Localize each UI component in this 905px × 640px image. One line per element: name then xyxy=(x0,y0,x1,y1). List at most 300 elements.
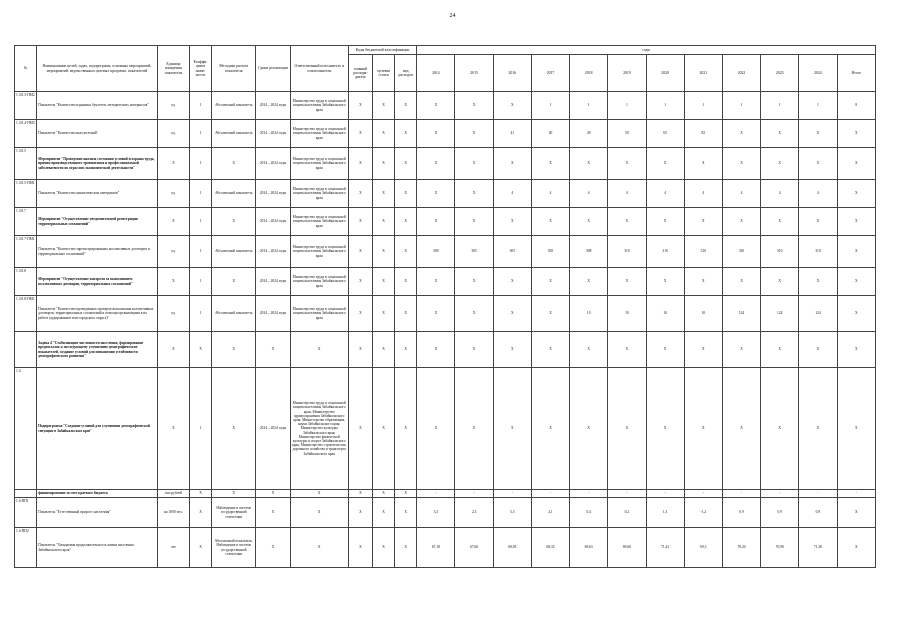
cell-terms: 2014 – 2024 годы xyxy=(256,120,290,148)
cell-coef: 1 xyxy=(189,92,211,120)
header-unit: Единица измерения показателя xyxy=(157,46,189,92)
cell-value: 308 xyxy=(570,236,608,268)
cell-value: X xyxy=(722,120,760,148)
cell-terms: X xyxy=(256,332,290,368)
cell-executor: Министерство труда и социальной защиты населения Забайкальского края xyxy=(290,296,348,332)
cell-executor: X xyxy=(290,490,348,498)
cell-value: X xyxy=(837,498,875,528)
header-name: Наименование целей, задач, подпрограмм, основных мероприятий, мероприятий, ведомственных целевых программ, показателей xyxy=(37,46,158,92)
cell-value: X xyxy=(799,120,837,148)
cell-value: X xyxy=(761,120,799,148)
cell-value: 10 xyxy=(570,296,608,332)
cell-value: 71,41 xyxy=(646,528,684,568)
cell-value: X xyxy=(531,296,569,332)
header-method: Методика расчета показателя xyxy=(212,46,256,92)
header-year: 2018 xyxy=(570,55,608,92)
cell-value: 4 xyxy=(531,180,569,208)
cell-value: X xyxy=(455,268,493,296)
cell-code: X xyxy=(373,148,395,180)
cell-executor: X xyxy=(290,332,348,368)
cell-value: 69,63 xyxy=(570,528,608,568)
cell-code: X xyxy=(373,92,395,120)
cell-coef: 1 xyxy=(189,148,211,180)
cell-num: 1.3.8.7 xyxy=(15,208,37,236)
cell-value: 2,3 xyxy=(455,498,493,528)
cell-code: X xyxy=(348,120,372,148)
cell-executor: Министерство труда и социальной защиты населения Забайкальского края xyxy=(290,92,348,120)
cell-value: X xyxy=(570,368,608,490)
cell-name: Мероприятие "Осуществление контроля за выполнением коллективных договоров, территориальных соглашений" xyxy=(37,268,158,296)
cell-num: 1.3.8.8 xyxy=(15,268,37,296)
cell-code: X xyxy=(348,208,372,236)
cell-value: X xyxy=(417,268,455,296)
cell-value: X xyxy=(799,208,837,236)
cell-code: X xyxy=(395,498,417,528)
cell-code: X xyxy=(373,332,395,368)
table-row xyxy=(15,120,876,148)
cell-value: X xyxy=(684,332,722,368)
cell-coef: X xyxy=(189,332,211,368)
cell-code: X xyxy=(348,92,372,120)
cell-executor: Министерство труда и социальной защиты населения Забайкальского края xyxy=(290,268,348,296)
cell-name: Мероприятие "Осуществление уведомительной регистрации территориальных соглашений" xyxy=(37,208,158,236)
cell-value: 68,93 xyxy=(493,528,531,568)
cell-value: 305 xyxy=(455,236,493,268)
cell-coef: 1 xyxy=(189,268,211,296)
cell-value: 310 xyxy=(608,236,646,268)
header-executor: Ответственный исполнитель и соисполнители xyxy=(290,46,348,92)
cell-value: X xyxy=(570,332,608,368)
table-row xyxy=(15,268,876,296)
cell-value: - xyxy=(684,490,722,498)
cell-value: - xyxy=(608,490,646,498)
cell-code: X xyxy=(373,208,395,236)
cell-method: X xyxy=(212,332,256,368)
cell-value: X xyxy=(684,208,722,236)
cell-value: X xyxy=(455,208,493,236)
cell-executor: Министерство труда и социальной защиты населения Забайкальского края; Министерство здравоохранения Забайкальского края; Министерство образования, науки Забайкальского края; Министерство культуры Забайкальского края; Министерство физической культуры и спорта Забайкальского края; Министерство строительства, дорожного хозяйства и транспорта Забайкальского края xyxy=(290,368,348,490)
header-year: 2024 xyxy=(799,55,837,92)
cell-coef: 1 xyxy=(189,236,211,268)
cell-code: X xyxy=(348,180,372,208)
cell-coef: 1 xyxy=(189,368,211,490)
cell-value: X xyxy=(455,148,493,180)
cell-value: X xyxy=(493,92,531,120)
cell-code: X xyxy=(395,120,417,148)
cell-value: X xyxy=(417,120,455,148)
cell-num: 1.3.8.5-ПМ1 xyxy=(15,180,37,208)
table-row xyxy=(15,498,876,528)
cell-value: 124 xyxy=(799,296,837,332)
cell-unit: ед. xyxy=(157,120,189,148)
cell-unit: X xyxy=(157,368,189,490)
cell-value: 3,3 xyxy=(417,498,455,528)
cell-name: Показатель "Естественный прирост населения" xyxy=(37,498,158,528)
cell-unit: ед. xyxy=(157,180,189,208)
cell-value: X xyxy=(646,208,684,236)
header-year: 2023 xyxy=(761,55,799,92)
cell-num: 1.4-ПП2 xyxy=(15,528,37,568)
cell-value: X xyxy=(531,208,569,236)
cell-value: 71,30 xyxy=(799,528,837,568)
cell-value: X xyxy=(837,268,875,296)
cell-value: X xyxy=(722,148,760,180)
header-year: 2015 xyxy=(455,55,493,92)
cell-value: 40 xyxy=(531,120,569,148)
cell-num: 1.4 xyxy=(15,368,37,490)
cell-name: финансирование за счет краевого бюджета xyxy=(37,490,158,498)
cell-value: X xyxy=(684,268,722,296)
cell-value: X xyxy=(531,368,569,490)
cell-code: X xyxy=(395,268,417,296)
table-row xyxy=(15,296,876,332)
cell-value: X xyxy=(684,368,722,490)
cell-value: X xyxy=(761,332,799,368)
cell-value: X xyxy=(493,148,531,180)
cell-code: X xyxy=(373,368,395,490)
cell-code: X xyxy=(373,498,395,528)
cell-value: - xyxy=(837,490,875,498)
cell-unit: на 1000 чел. xyxy=(157,498,189,528)
cell-value: X xyxy=(761,268,799,296)
cell-value: 310 xyxy=(761,236,799,268)
cell-value: X xyxy=(417,332,455,368)
cell-value: 1 xyxy=(608,92,646,120)
table-row xyxy=(15,332,876,368)
cell-num xyxy=(15,490,37,498)
cell-value: X xyxy=(837,120,875,148)
cell-value: X xyxy=(646,148,684,180)
cell-value: X xyxy=(608,268,646,296)
cell-value: 1 xyxy=(761,92,799,120)
cell-num: 1.3.8.7-ПМ1 xyxy=(15,236,37,268)
cell-value: X xyxy=(455,92,493,120)
table-row xyxy=(15,236,876,268)
cell-value: 10 xyxy=(608,296,646,332)
cell-value: 1,3 xyxy=(646,498,684,528)
cell-terms: 2014 – 2024 годы xyxy=(256,236,290,268)
cell-value: X xyxy=(799,148,837,180)
header-year: 2014 xyxy=(417,55,455,92)
cell-value: X xyxy=(684,148,722,180)
cell-value: 0,4 xyxy=(570,498,608,528)
cell-value: X xyxy=(722,268,760,296)
cell-name: Подпрограмма "Создание условий для улучшения демографической ситуации в Забайкальском крае" xyxy=(37,368,158,490)
cell-method: X xyxy=(212,208,256,236)
header-year: 2020 xyxy=(646,55,684,92)
cell-value: 70,90 xyxy=(761,528,799,568)
cell-value: - xyxy=(761,490,799,498)
cell-value: 0,9 xyxy=(799,498,837,528)
cell-code: X xyxy=(395,296,417,332)
cell-value: X xyxy=(417,148,455,180)
cell-code: X xyxy=(395,332,417,368)
cell-method: X xyxy=(212,148,256,180)
cell-value: 49 xyxy=(570,120,608,148)
cell-method: X xyxy=(212,268,256,296)
cell-value: 309 xyxy=(417,236,455,268)
cell-num xyxy=(15,332,37,368)
cell-value: X xyxy=(570,268,608,296)
cell-value: 69,3 xyxy=(684,528,722,568)
cell-value: 4 xyxy=(722,180,760,208)
cell-value: 67,18 xyxy=(417,528,455,568)
cell-value: X xyxy=(570,208,608,236)
cell-code: X xyxy=(373,490,395,498)
cell-value: X xyxy=(837,368,875,490)
cell-value: X xyxy=(417,180,455,208)
cell-value: X xyxy=(837,296,875,332)
cell-value: X xyxy=(761,208,799,236)
cell-value: 310 xyxy=(799,236,837,268)
cell-value: X xyxy=(417,368,455,490)
cell-value: 70,20 xyxy=(722,528,760,568)
cell-unit: лет xyxy=(157,528,189,568)
cell-value: X xyxy=(531,268,569,296)
cell-code: X xyxy=(395,236,417,268)
cell-value: 2,1 xyxy=(531,498,569,528)
cell-terms: 2014 – 2024 годы xyxy=(256,208,290,236)
cell-code: X xyxy=(395,208,417,236)
cell-value: 4 xyxy=(799,180,837,208)
cell-unit: X xyxy=(157,148,189,180)
cell-method: X xyxy=(212,490,256,498)
cell-value: 10 xyxy=(646,296,684,332)
cell-code: X xyxy=(348,528,372,568)
cell-executor: Министерство труда и социальной защиты населения Забайкальского края xyxy=(290,208,348,236)
cell-coef: 1 xyxy=(189,208,211,236)
table-row xyxy=(15,528,876,568)
cell-name: Показатель "Количество аналитических материалов" xyxy=(37,180,158,208)
header-years: годы xyxy=(417,46,876,55)
cell-value: X xyxy=(837,180,875,208)
cell-value: 3,3 xyxy=(493,498,531,528)
cell-method: Абсолютный показатель xyxy=(212,236,256,268)
cell-value: X xyxy=(837,208,875,236)
cell-value: 0,2 xyxy=(608,498,646,528)
cell-unit: ед. xyxy=(157,92,189,120)
cell-num: 1.4-ПП1 xyxy=(15,498,37,528)
header-code-col: вид расходов xyxy=(395,55,417,92)
cell-code: X xyxy=(348,368,372,490)
header-codes: Коды бюджетной классификации xyxy=(348,46,416,55)
header-coef: Коэффи-циент значи-мости xyxy=(189,46,211,92)
cell-code: X xyxy=(373,120,395,148)
cell-code: X xyxy=(395,490,417,498)
cell-terms: 2014 – 2024 годы xyxy=(256,148,290,180)
cell-value: 4 xyxy=(570,180,608,208)
cell-name: Показатель "Количество изданных буклетов, методических материалов" xyxy=(37,92,158,120)
cell-value: 1 xyxy=(722,92,760,120)
cell-value: - xyxy=(531,490,569,498)
cell-value: X xyxy=(837,528,875,568)
cell-value: 1 xyxy=(531,92,569,120)
cell-value: - xyxy=(570,490,608,498)
cell-executor: Министерство труда и социальной защиты населения Забайкальского края xyxy=(290,120,348,148)
cell-value: X xyxy=(608,208,646,236)
cell-value: X xyxy=(646,332,684,368)
cell-value: X xyxy=(455,180,493,208)
cell-executor: Министерство труда и социальной защиты населения Забайкальского края xyxy=(290,236,348,268)
cell-code: X xyxy=(395,92,417,120)
cell-value: 68,35 xyxy=(531,528,569,568)
cell-code: X xyxy=(348,236,372,268)
cell-name: Показатель "Количество зарегистрированных коллективных договоров и территориальных соглашений" xyxy=(37,236,158,268)
header-year: 2016 xyxy=(493,55,531,92)
cell-code: X xyxy=(373,236,395,268)
cell-method: Абсолютный показатель xyxy=(212,92,256,120)
table-row xyxy=(15,180,876,208)
program-indicators-table xyxy=(14,45,876,568)
cell-name: Мероприятие "Проведение анализа состояния условий и охраны труда, причин производственного травматизма и профессиональной заболеваемости по отраслям экономической деятельности" xyxy=(37,148,158,180)
cell-value: X xyxy=(455,296,493,332)
cell-value: X xyxy=(608,332,646,368)
cell-value: X xyxy=(646,368,684,490)
cell-value: - xyxy=(417,490,455,498)
cell-method: Наблюдение в системе государственной статистики xyxy=(212,498,256,528)
cell-name: Задача 4 "Стабилизация численности населения, формирование предпосылок к последующему улучшению демографических показателей, создание условий для повышения устойчивости демографического развития" xyxy=(37,332,158,368)
cell-method: Абсолютный показатель xyxy=(212,180,256,208)
cell-value: -1,2 xyxy=(684,498,722,528)
cell-terms: X xyxy=(256,528,290,568)
cell-name: Показатель "Количество выступлений" xyxy=(37,120,158,148)
cell-value: X xyxy=(722,208,760,236)
cell-value: X xyxy=(417,296,455,332)
cell-num: 1.3.8.3-ПМ2 xyxy=(15,92,37,120)
header-year: Итого xyxy=(837,55,875,92)
cell-value: 69,60 xyxy=(608,528,646,568)
cell-value: 65 xyxy=(646,120,684,148)
cell-coef: 1 xyxy=(189,120,211,148)
cell-value: - xyxy=(493,490,531,498)
cell-value: 310 xyxy=(646,236,684,268)
cell-unit: ед. xyxy=(157,236,189,268)
cell-value: 4 xyxy=(761,180,799,208)
cell-value: - xyxy=(722,490,760,498)
header-code-col: главный распоря-дитель xyxy=(348,55,372,92)
cell-unit: X xyxy=(157,268,189,296)
cell-code: X xyxy=(348,332,372,368)
cell-value: - xyxy=(455,490,493,498)
cell-value: X xyxy=(646,268,684,296)
cell-code: X xyxy=(373,296,395,332)
cell-code: X xyxy=(395,148,417,180)
cell-coef: X xyxy=(189,490,211,498)
cell-terms: X xyxy=(256,490,290,498)
cell-value: 0,9 xyxy=(761,498,799,528)
cell-code: X xyxy=(395,528,417,568)
cell-code: X xyxy=(395,180,417,208)
cell-value: 0,9 xyxy=(722,498,760,528)
cell-value: X xyxy=(417,208,455,236)
cell-code: X xyxy=(348,268,372,296)
cell-value: X xyxy=(455,332,493,368)
cell-code: X xyxy=(395,368,417,490)
cell-value: X xyxy=(761,148,799,180)
cell-value: X xyxy=(493,268,531,296)
cell-unit: тыс.рублей xyxy=(157,490,189,498)
cell-value: 4 xyxy=(646,180,684,208)
cell-code: X xyxy=(348,148,372,180)
cell-num: 1.3.8.8-ПМ1 xyxy=(15,296,37,332)
table-row xyxy=(15,490,876,498)
cell-value: X xyxy=(837,236,875,268)
table-row xyxy=(15,92,876,120)
cell-value: X xyxy=(417,92,455,120)
cell-code: X xyxy=(348,490,372,498)
cell-value: 4 xyxy=(608,180,646,208)
table-row xyxy=(15,368,876,490)
cell-value: 305 xyxy=(531,236,569,268)
cell-code: X xyxy=(373,528,395,568)
cell-value: X xyxy=(761,368,799,490)
cell-num: 1.3.8.4-ПМ3 xyxy=(15,120,37,148)
header-year: 2019 xyxy=(608,55,646,92)
cell-value: 50 xyxy=(608,120,646,148)
cell-value: X xyxy=(837,148,875,180)
header-num: № xyxy=(15,46,37,92)
cell-value: 1 xyxy=(570,92,608,120)
cell-unit: ед. xyxy=(157,296,189,332)
cell-terms: 2014 – 2024 годы xyxy=(256,368,290,490)
cell-executor: X xyxy=(290,528,348,568)
header-year: 2021 xyxy=(684,55,722,92)
cell-terms: 2014 – 2024 годы xyxy=(256,92,290,120)
table-row xyxy=(15,208,876,236)
cell-value: X xyxy=(531,332,569,368)
cell-unit: X xyxy=(157,332,189,368)
cell-code: X xyxy=(348,498,372,528)
cell-terms: 2014 – 2024 годы xyxy=(256,296,290,332)
cell-coef: X xyxy=(189,498,211,528)
header-year: 2017 xyxy=(531,55,569,92)
cell-value: X xyxy=(570,148,608,180)
cell-unit: X xyxy=(157,208,189,236)
cell-value: X xyxy=(608,368,646,490)
header-code-col: целевая статья xyxy=(373,55,395,92)
cell-value: X xyxy=(493,332,531,368)
cell-value: 8 xyxy=(837,92,875,120)
cell-value: 124 xyxy=(761,296,799,332)
cell-value: 1 xyxy=(646,92,684,120)
cell-code: X xyxy=(348,296,372,332)
cell-value: X xyxy=(722,368,760,490)
cell-method: Абсолютный показатель. Наблюдение в системе государственной статистики xyxy=(212,528,256,568)
cell-coef: 1 xyxy=(189,180,211,208)
cell-value: 1 xyxy=(799,92,837,120)
cell-coef: X xyxy=(189,528,211,568)
cell-value: X xyxy=(455,368,493,490)
page-number: 24 xyxy=(449,13,456,19)
cell-terms: 2014 – 2024 годы xyxy=(256,180,290,208)
cell-value: X xyxy=(493,208,531,236)
cell-code: X xyxy=(373,180,395,208)
cell-code: X xyxy=(373,268,395,296)
cell-value: X xyxy=(799,332,837,368)
cell-value: X xyxy=(493,296,531,332)
cell-value: X xyxy=(722,332,760,368)
cell-value: X xyxy=(799,268,837,296)
cell-value: 305 xyxy=(493,236,531,268)
cell-value: 4 xyxy=(684,180,722,208)
cell-method: Абсолютный показатель xyxy=(212,120,256,148)
cell-num: 1.3.8.5 xyxy=(15,148,37,180)
cell-value: X xyxy=(608,148,646,180)
cell-executor: Министерство труда и социальной защиты населения Забайкальского края xyxy=(290,180,348,208)
cell-value: 67,60 xyxy=(455,528,493,568)
table-row xyxy=(15,148,876,180)
cell-name: Показатель "Ожидаемая продолжительность жизни населения Забайкальского края" xyxy=(37,528,158,568)
